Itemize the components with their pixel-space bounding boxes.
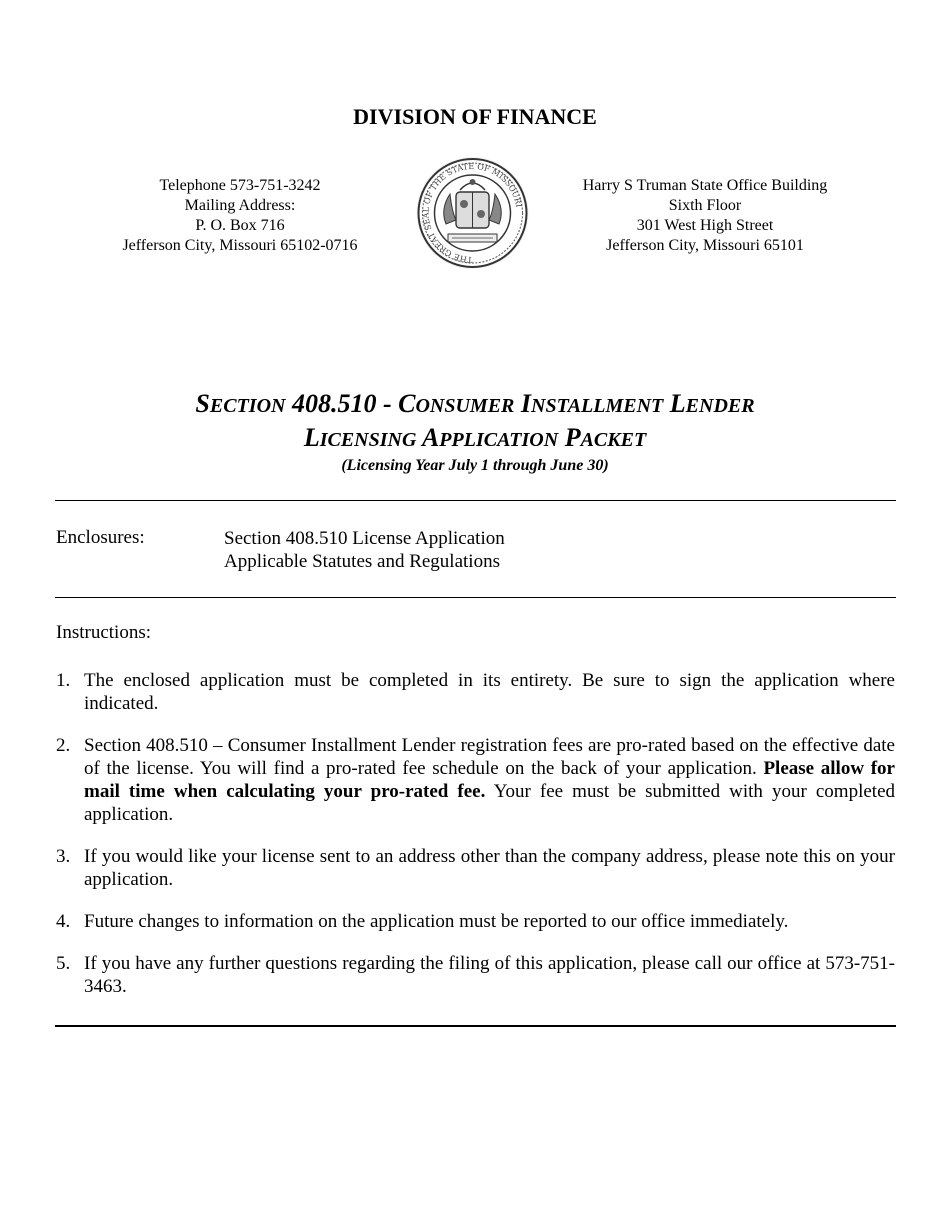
instructions-list — [56, 669, 895, 1017]
divider — [55, 597, 896, 598]
mailing-address-label: Mailing Address: — [184, 197, 296, 214]
item-number: 2. — [56, 735, 71, 756]
instruction-item — [56, 669, 895, 715]
divider — [55, 500, 896, 501]
item-text: If you would like your license sent to an address other than the company address, please note this on your application. — [84, 846, 895, 890]
city-line: Jefferson City, Missouri 65101 — [606, 237, 804, 254]
instruction-item — [56, 734, 895, 826]
enclosure-item: Section 408.510 License Application — [224, 528, 505, 549]
item-text: If you have any further questions regarding the filing of this application, please call our office at 573-751-3463. — [84, 953, 895, 997]
office-address-block — [560, 176, 850, 256]
instruction-item — [56, 952, 895, 998]
street-line: 301 West High Street — [636, 217, 774, 234]
enclosures-list — [224, 527, 505, 573]
instruction-item — [56, 845, 895, 891]
item-text: Future changes to information on the application must be reported to our office immediately. — [84, 911, 789, 932]
enclosure-item: Applicable Statutes and Regulations — [224, 551, 500, 572]
item-number: 4. — [56, 911, 71, 932]
telephone-line: Telephone 573-751-3242 — [159, 177, 321, 194]
packet-title — [0, 388, 950, 476]
item-text: The enclosed application must be completed in its entirety. Be sure to sign the application where indicated. — [84, 670, 895, 714]
item-number: 5. — [56, 953, 71, 974]
city-line: Jefferson City, Missouri 65102-0716 — [122, 237, 358, 254]
page-heading: DIVISION OF FINANCE — [353, 104, 597, 129]
instructions-label: Instructions: — [56, 622, 151, 643]
title-line-1: SECTION 408.510 - CONSUMER INSTALLMENT LENDER — [195, 389, 755, 418]
mailing-address-block — [100, 176, 380, 256]
bottom-divider — [55, 1025, 896, 1027]
item-text: Your fee must be submitted with your completed application. — [84, 781, 895, 825]
licensing-year-subtitle: (Licensing Year July 1 through June 30) — [341, 457, 609, 474]
seal-ring-text: THE GREAT SEAL OF THE STATE OF MISSOURI — [421, 161, 524, 265]
missouri-state-seal — [400, 154, 545, 272]
instruction-item — [56, 910, 895, 933]
item-text: Section 408.510 – Consumer Installment Lender registration fees are pro-rated based on the effective date of the license. You will find a pro-rated fee schedule on the back of your application. — [84, 735, 895, 779]
title-line-2: LICENSING APPLICATION PACKET — [303, 423, 647, 452]
floor-line: Sixth Floor — [668, 197, 742, 214]
item-number: 3. — [56, 846, 71, 867]
po-box-line: P. O. Box 716 — [195, 217, 285, 234]
item-number: 1. — [56, 670, 71, 691]
item-bold-text: Please allow for mail time when calculating your pro-rated fee. — [84, 758, 895, 802]
enclosures-label: Enclosures: — [56, 527, 145, 548]
building-line: Harry S Truman State Office Building — [582, 177, 828, 194]
